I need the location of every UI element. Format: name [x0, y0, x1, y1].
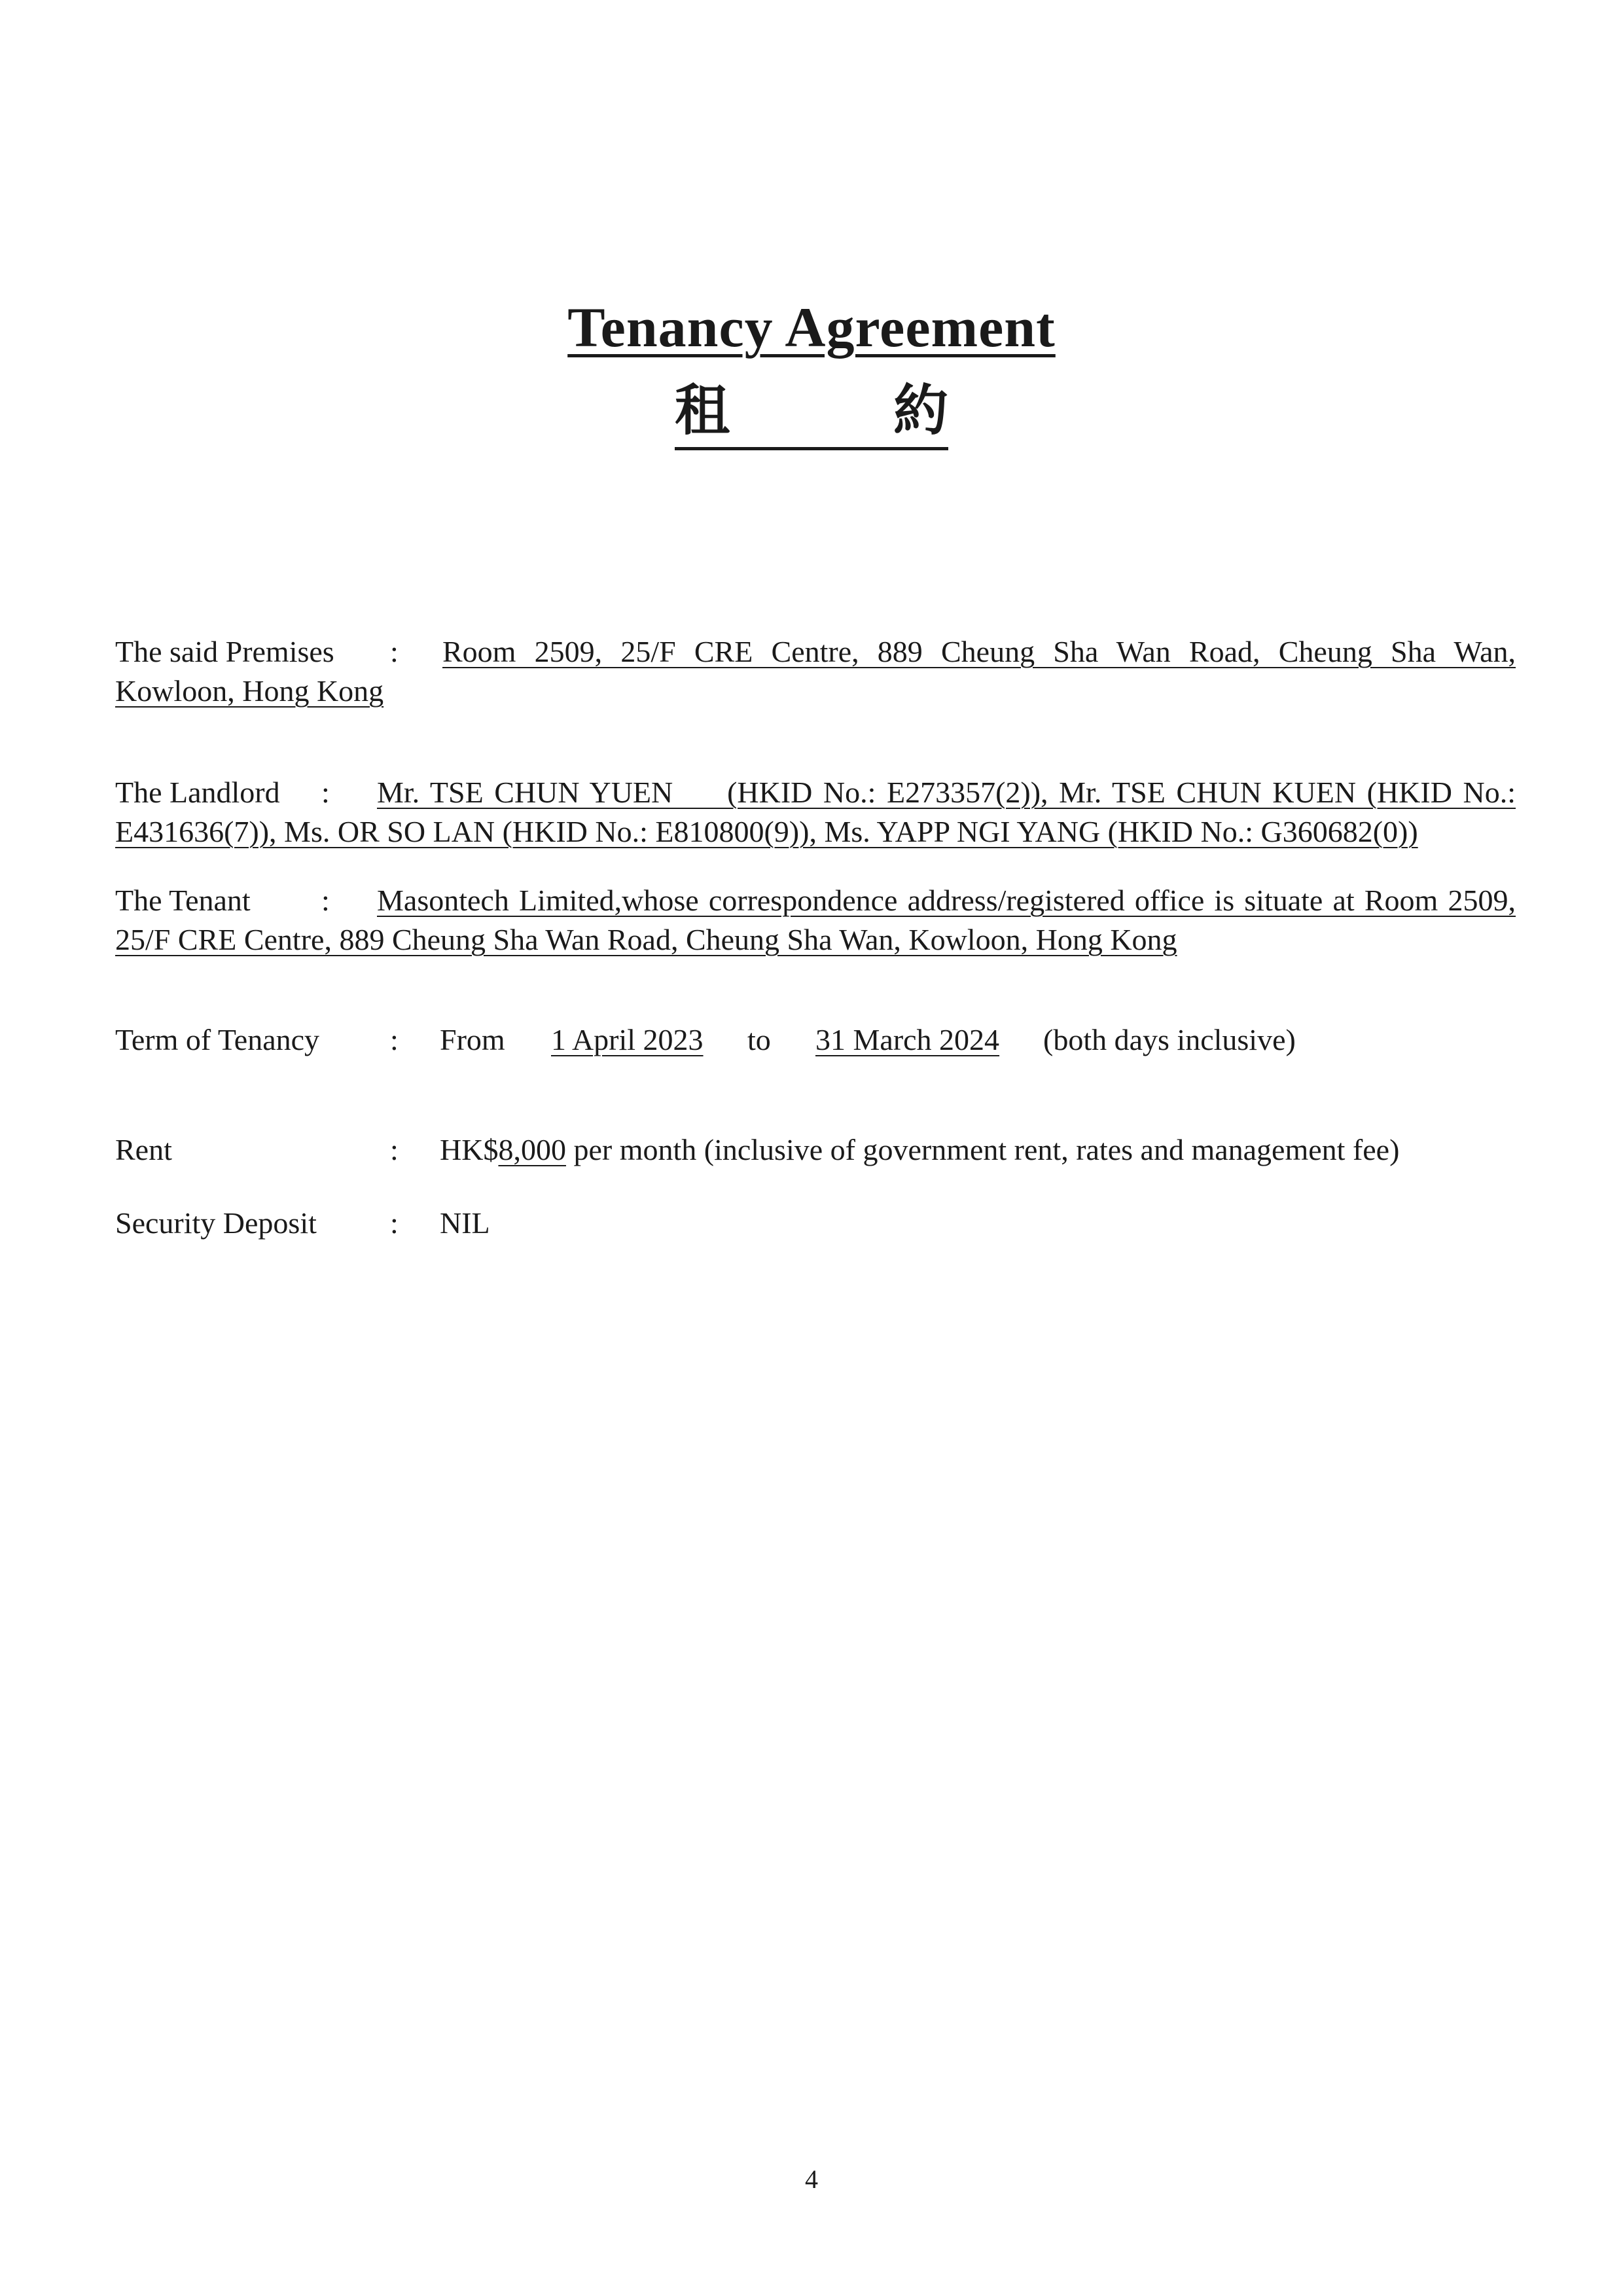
rent-label: Rent: [115, 1133, 172, 1166]
landlord-value-line-1: Mr. TSE CHUN YUEN (HKID No.: E273357(2)), Mr. TSE CHUN KUEN (HKID No.:: [377, 776, 1516, 809]
landlord-value-line-2: E431636(7)), Ms. OR SO LAN (HKID No.: E810800(9)), Ms. YAPP NGI YANG (HKID No.: G360682(0)): [115, 815, 1418, 848]
page-number: 4: [805, 2164, 818, 2194]
tenant-value-line-1: Masontech Limited,whose correspondence address/registered office is situate at Room 2509,: [377, 884, 1516, 917]
chinese-title-underline: [675, 367, 948, 450]
rent-row: [115, 1130, 1516, 1175]
deposit-value: NIL: [440, 1206, 490, 1240]
premises-label: The said Premises: [115, 635, 334, 668]
document-title-chinese: [0, 367, 1623, 450]
term-colon: :: [390, 1023, 399, 1056]
rent-terms: per month (inclusive of government rent, rates and management fee): [573, 1133, 1400, 1166]
chinese-title-char-1: 租: [674, 378, 730, 442]
tenant-label: The Tenant: [115, 884, 251, 917]
premises-colon: :: [390, 635, 399, 668]
term-start-date: 1 April 2023: [551, 1023, 704, 1056]
term-row: [115, 1020, 1516, 1066]
premises-value-line-2: Kowloon, Hong Kong: [115, 674, 384, 708]
tenant-colon: :: [321, 884, 330, 917]
deposit-label: Security Deposit: [115, 1206, 317, 1240]
landlord-label: The Landlord: [115, 776, 280, 809]
rent-currency: HK$: [440, 1133, 499, 1166]
tenant-value-line-2: 25/F CRE Centre, 889 Cheung Sha Wan Road, Cheung Sha Wan, Kowloon, Hong Kong: [115, 923, 1177, 956]
term-from-word: From: [440, 1023, 505, 1056]
term-inclusive-note: (both days inclusive): [1043, 1023, 1296, 1056]
landlord-colon: :: [321, 776, 330, 809]
deposit-colon: :: [390, 1206, 399, 1240]
term-to-word: to: [747, 1023, 771, 1056]
premises-value-line-1: Room 2509, 25/F CRE Centre, 889 Cheung Sha Wan Road, Cheung Sha Wan,: [442, 635, 1516, 668]
chinese-title-char-2: 約: [893, 378, 949, 442]
rent-amount: 8,000: [498, 1133, 566, 1166]
deposit-row: [115, 1203, 1516, 1249]
tenant-row: [115, 880, 1516, 965]
rent-value: [440, 1130, 1399, 1170]
term-end-date: 31 March 2024: [815, 1023, 1000, 1056]
document-title: Tenancy Agreement: [567, 296, 1056, 359]
landlord-row: [115, 772, 1516, 857]
rent-colon: :: [390, 1133, 399, 1166]
premises-row: [115, 632, 1516, 717]
term-label: Term of Tenancy: [115, 1023, 320, 1056]
